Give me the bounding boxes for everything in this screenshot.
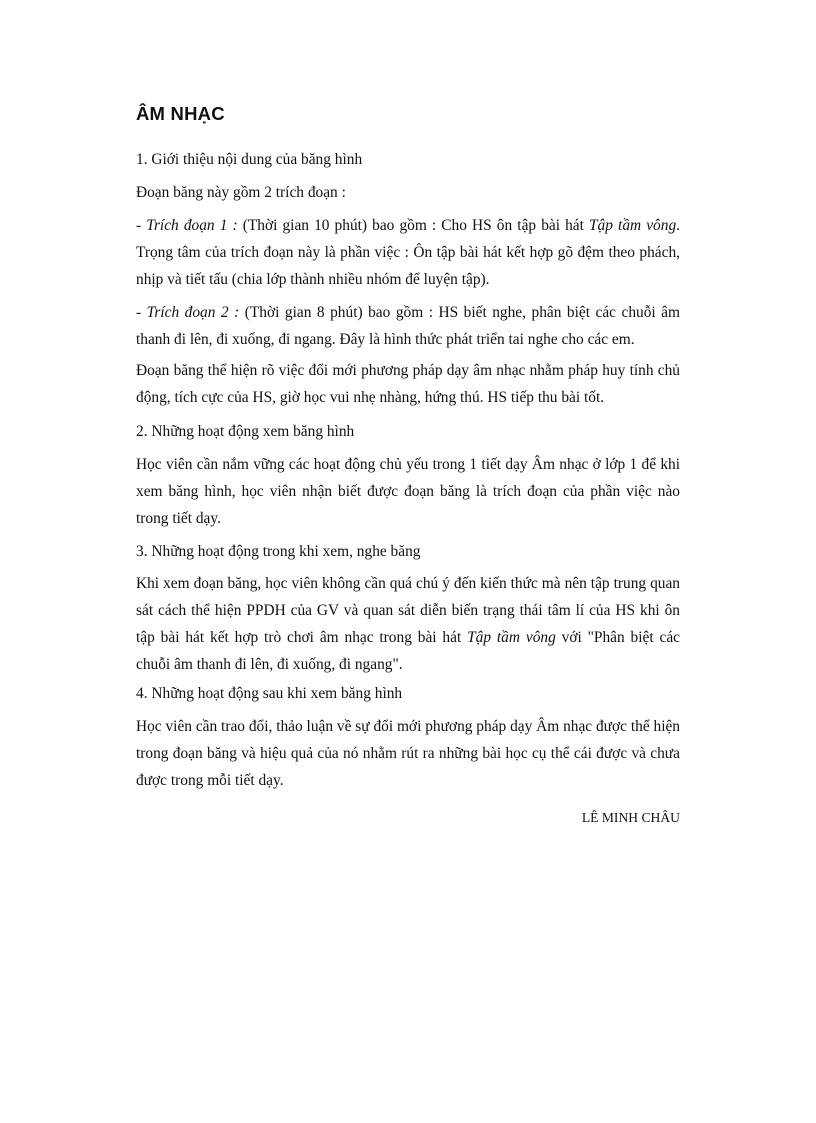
- excerpt-1-prefix: -: [136, 217, 147, 234]
- excerpt-1-text-b: . Trọng tâm của trích đoạn này là phần việc : Ôn tập bài hát kết hợp gõ đệm theo phách, nhịp và tiết tấu (chia lớp thành nhiều nhóm để luyện tập).: [136, 217, 681, 288]
- section-3-body-b: với "Phân biệt các chuỗi âm thanh đi lên, đi xuống, đi ngang".: [136, 629, 680, 673]
- excerpt-2-label: Trích đoạn 2 :: [146, 304, 240, 321]
- section-4-body: Học viên cần trao đổi, thảo luận về sự đổi mới phương pháp dạy Âm nhạc được thể hiện trong đoạn băng và hiệu quả của nó nhằm rút ra những bài học cụ thể cái được và chưa được trong mỗi tiết dạy.: [136, 718, 680, 789]
- excerpt-2-paragraph: [136, 299, 680, 353]
- section-2-heading: 2. Những hoạt động xem băng hình: [136, 423, 355, 440]
- section-3-body: [136, 570, 680, 678]
- excerpt-1-text-a: (Thời gian 10 phút) bao gồm : Cho HS ôn tập bài hát: [237, 217, 589, 234]
- section-3-heading: 3. Những hoạt động trong khi xem, nghe băng: [136, 543, 421, 560]
- section-4-heading: 4. Những hoạt động sau khi xem băng hình: [136, 685, 403, 702]
- excerpt-1-song-title: Tập tầm vông: [589, 217, 677, 234]
- section-1-intro: Đoạn băng này gồm 2 trích đoạn :: [136, 184, 346, 201]
- excerpt-2-prefix: -: [136, 304, 147, 321]
- section-1-heading: 1. Giới thiệu nội dung của băng hình: [136, 151, 363, 168]
- section-1-summary: Đoạn băng thể hiện rõ việc đổi mới phương pháp dạy âm nhạc nhằm pháp huy tính chủ động, tích cực của HS, giờ học vui nhẹ nhàng, hứng thú. HS tiếp thu bài tốt.: [136, 362, 680, 406]
- section-2-body: Học viên cần nắm vững các hoạt động chủ yếu trong 1 tiết dạy Âm nhạc ở lớp 1 để khi xem băng hình, học viên nhận biết được đoạn băng là trích đoạn của phần việc nào trong tiết dạy.: [136, 456, 680, 527]
- author-signature: LÊ MINH CHÂU: [581, 810, 680, 825]
- section-3-body-a: Khi xem đoạn băng, học viên không cần quá chú ý đến kiến thức mà nên tập trung quan sát cách thể hiện PPDH của GV và quan sát diễn biến trạng thái tâm lí của HS khi ôn tập bài hát kết hợp trò chơi âm nhạc trong bài hát: [136, 575, 680, 646]
- excerpt-2-text: (Thời gian 8 phút) bao gồm : HS biết nghe, phân biệt các chuỗi âm thanh đi lên, đi xuống, đi ngang. Đây là hình thức phát triển tai nghe cho các em.: [136, 304, 680, 348]
- section-3-song-title: Tập tầm vông: [467, 629, 556, 646]
- excerpt-1-paragraph: [136, 212, 680, 293]
- excerpt-1-label: Trích đoạn 1 :: [146, 217, 238, 234]
- page-title: ÂM NHẠC: [136, 103, 225, 124]
